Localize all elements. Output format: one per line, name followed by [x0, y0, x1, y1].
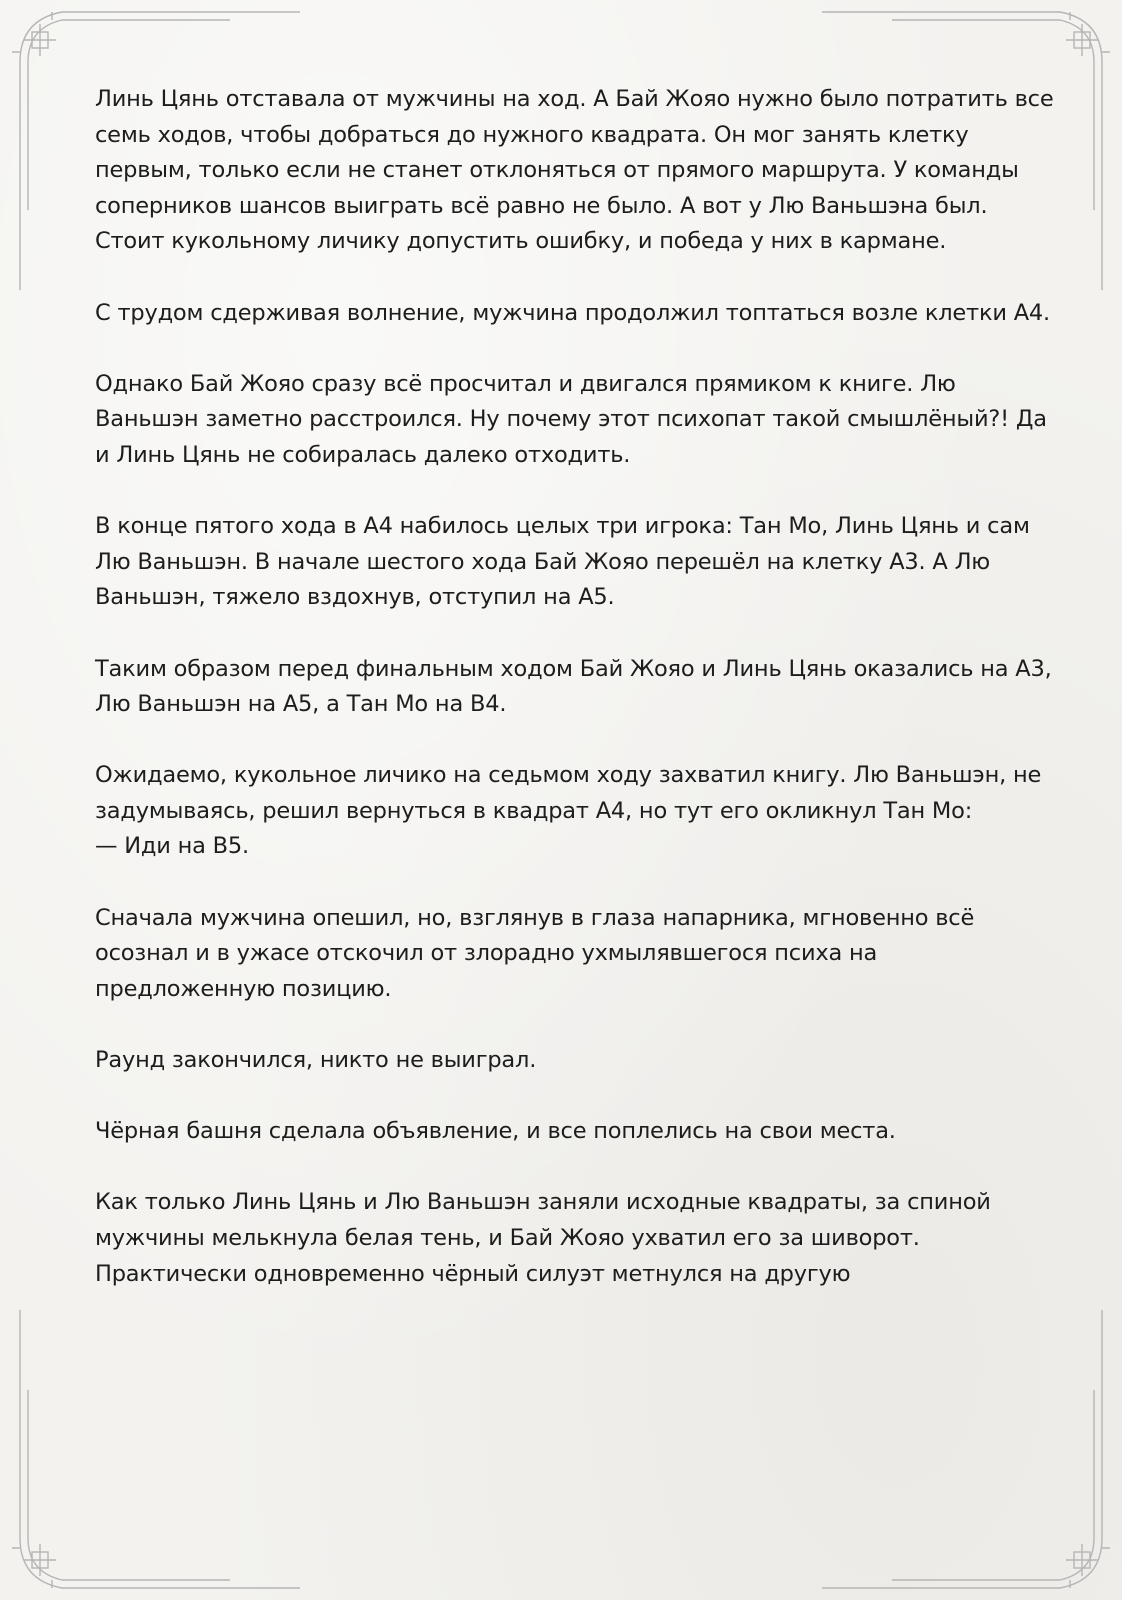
corner-ornament-bottom-right — [822, 1310, 1110, 1588]
paragraph: Таким образом перед финальным ходом Бай Жояо и Линь Цянь оказались на А3, Лю Ваньшэн на А5, а Тан Мо на В4. — [95, 655, 1052, 718]
paragraph: В конце пятого хода в А4 набилось целых три игрока: Тан Мо, Линь Цянь и сам Лю Ваньшэн. В начале шестого хода Бай Жояо перешёл на клетку А3. А Лю Ваньшэн, тяжело вздохнув, отступил на А5. — [95, 513, 1030, 611]
document-body — [95, 82, 1055, 1328]
paragraph: Раунд закончился, никто не выиграл. — [95, 1047, 537, 1074]
paragraph: Ожидаемо, кукольное личико на седьмом ходу захватил книгу. Лю Ваньшэн, не задумываясь, решил вернуться в квадрат А4, но тут его окликнул Тан Мо: — Иди на В5. — [95, 762, 1042, 860]
corner-ornament-bottom-left — [12, 1310, 300, 1588]
paragraph: Как только Линь Цянь и Лю Ваньшэн заняли исходные квадраты, за спиной мужчины мелькнула белая тень, и Бай Жояо ухватил его за шиворот. Практически одновременно чёрный силуэт метнулся на другую — [95, 1189, 991, 1287]
paragraph: Сначала мужчина опешил, но, взглянув в глаза напарника, мгновенно всё осознал и в ужасе отскочил от злорадно ухмылявшегося психа на предложенную позицию. — [95, 904, 975, 1002]
paragraph: Чёрная башня сделала объявление, и все поплелись на свои места. — [95, 1118, 896, 1145]
paragraph: С трудом сдерживая волнение, мужчина продолжил топтаться возле клетки А4. — [95, 299, 1050, 326]
paragraph: Линь Цянь отставала от мужчины на ход. А Бай Жояо нужно было потратить все семь ходов, чтобы добраться до нужного квадрата. Он мог занять клетку первым, только если не станет отклоняться от прямого маршрута. У команды соперников шансов выиграть всё равно не было. А вот у Лю Ваньшэна был. Стоит кукольному личику допустить ошибку, и победа у них в кармане. — [95, 86, 1054, 255]
paragraph: Однако Бай Жояо сразу всё просчитал и двигался прямиком к книге. Лю Ваньшэн заметно расстроился. Ну почему этот психопат такой смышлёный?! Да и Линь Цянь не собиралась далеко отходить. — [95, 370, 1047, 468]
